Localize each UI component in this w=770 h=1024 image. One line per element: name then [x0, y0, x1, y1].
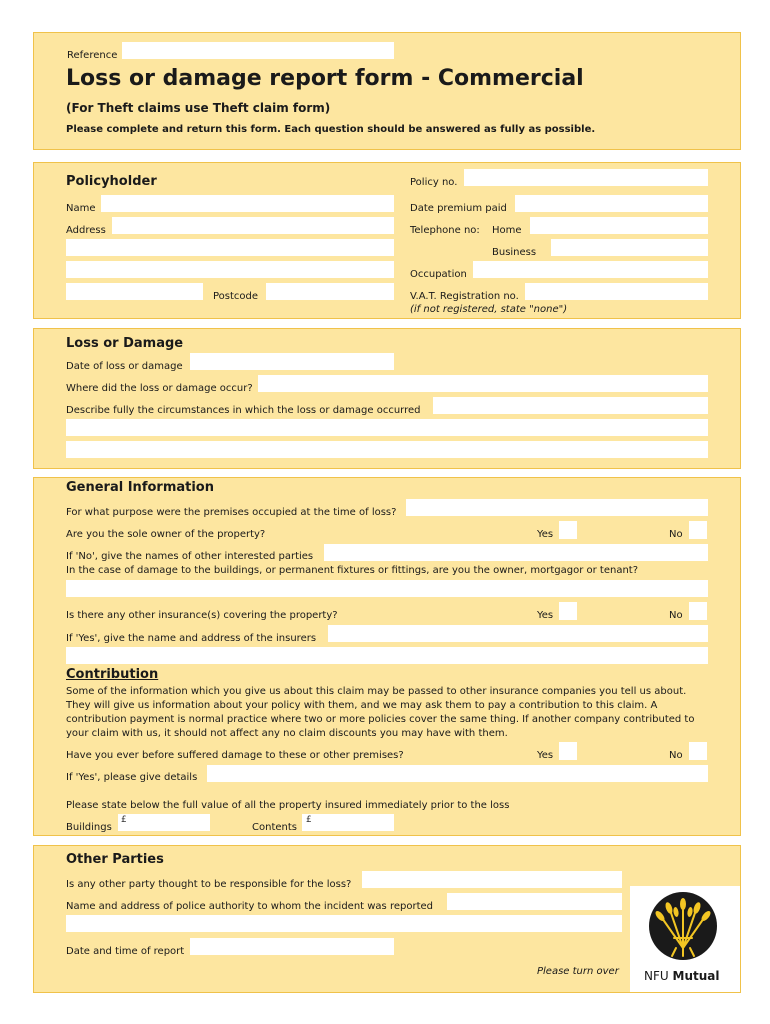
loss-describe-label: Describe fully the circumstances in which the loss or damage occurred: [66, 405, 421, 416]
policy-no-label: Policy no.: [410, 177, 458, 188]
reference-label: Reference: [67, 50, 118, 61]
report-time-label: Date and time of report: [66, 946, 185, 957]
general-heading: General Information: [66, 480, 214, 495]
header-panel: [33, 32, 741, 150]
general-panel: [33, 477, 741, 836]
address-field-2[interactable]: [66, 239, 394, 256]
buildings-label: Buildings: [66, 822, 112, 833]
insurers-field-1[interactable]: [328, 625, 708, 642]
insurers-label: If 'Yes', give the name and address of the insurers: [66, 633, 317, 644]
buildings-field[interactable]: [118, 814, 210, 831]
telephone-label: Telephone no:: [410, 225, 480, 236]
interested-parties-field[interactable]: [324, 544, 708, 561]
contribution-heading: Contribution: [66, 667, 159, 682]
contribution-para-2: They will give us information about your policy with them, and we may ask them to pay a contribution to this claim. A: [66, 700, 658, 711]
previous-damage-yes-checkbox[interactable]: [559, 742, 577, 760]
purpose-field[interactable]: [406, 499, 708, 516]
date-premium-label: Date premium paid: [410, 203, 507, 214]
turn-over-note: Please turn over: [537, 966, 619, 977]
name-field[interactable]: [101, 195, 394, 212]
home-label: Home: [492, 225, 522, 236]
previous-damage-yes-label: Yes: [537, 750, 554, 761]
logo-container: [630, 886, 740, 992]
details-field[interactable]: [207, 765, 708, 782]
name-label: Name: [66, 203, 96, 214]
address-label: Address: [66, 225, 106, 236]
instruction-text: Please complete and return this form. Each question should be answered as fully as possible.: [66, 124, 596, 135]
business-label: Business: [492, 247, 537, 258]
sole-owner-yes-checkbox[interactable]: [559, 521, 577, 539]
home-phone-field[interactable]: [530, 217, 708, 234]
owner-field[interactable]: [66, 580, 708, 597]
previous-damage-no-label: No: [669, 750, 683, 761]
contribution-para-3: contribution payment is normal practice where two or more policies cover the same thing. If another company contributed to: [66, 714, 695, 725]
owner-question: In the case of damage to the buildings, or permanent fixtures or fittings, are you the owner, mortgagor or tenant?: [66, 565, 639, 576]
address-field-1[interactable]: [112, 217, 394, 234]
logo-brand-plain: NFU: [644, 969, 669, 983]
contribution-para-4: your claim with us, it should not affect any no claim discounts you may have with them.: [66, 728, 508, 739]
address-field-3[interactable]: [66, 261, 394, 278]
loss-describe-field-3[interactable]: [66, 441, 708, 458]
postcode-label: Postcode: [213, 291, 259, 302]
sole-owner-no-label: No: [669, 529, 683, 540]
other-insurance-yes-label: Yes: [537, 610, 554, 621]
loss-panel: [33, 328, 741, 469]
loss-date-field[interactable]: [190, 353, 394, 370]
previous-damage-no-checkbox[interactable]: [689, 742, 707, 760]
policyholder-heading: Policyholder: [66, 174, 157, 189]
loss-where-label: Where did the loss or damage occur?: [66, 383, 253, 394]
responsible-label: Is any other party thought to be responsible for the loss?: [66, 879, 352, 890]
contribution-para-1: Some of the information which you give us about this claim may be passed to other insurance companies you tell us about.: [66, 686, 687, 697]
previous-damage-label: Have you ever before suffered damage to these or other premises?: [66, 750, 404, 761]
policyholder-panel: [33, 162, 741, 319]
sole-owner-yes-label: Yes: [537, 529, 554, 540]
logo-wordmark: [644, 969, 719, 983]
vat-label: V.A.T. Registration no.: [410, 291, 519, 302]
sole-owner-no-checkbox[interactable]: [689, 521, 707, 539]
responsible-field[interactable]: [362, 871, 622, 888]
contents-field[interactable]: [302, 814, 394, 831]
loss-describe-field-1[interactable]: [433, 397, 708, 414]
loss-describe-field-2[interactable]: [66, 419, 708, 436]
loss-date-label: Date of loss or damage: [66, 361, 183, 372]
police-field-2[interactable]: [66, 915, 622, 932]
date-premium-field[interactable]: [515, 195, 708, 212]
address-field-4[interactable]: [66, 283, 203, 300]
purpose-label: For what purpose were the premises occupied at the time of loss?: [66, 507, 397, 518]
other-insurance-yes-checkbox[interactable]: [559, 602, 577, 620]
vat-field[interactable]: [525, 283, 708, 300]
police-field-1[interactable]: [447, 893, 622, 910]
sole-owner-label: Are you the sole owner of the property?: [66, 529, 266, 540]
page-subtitle: (For Theft claims use Theft claim form): [66, 101, 331, 115]
postcode-field[interactable]: [266, 283, 394, 300]
policy-no-field[interactable]: [464, 169, 708, 186]
details-label: If 'Yes', please give details: [66, 772, 198, 783]
occupation-label: Occupation: [410, 269, 467, 280]
insurers-field-2[interactable]: [66, 647, 708, 664]
logo-brand-bold: Mutual: [672, 969, 720, 983]
contents-currency: £: [306, 815, 312, 825]
contents-label: Contents: [252, 822, 297, 833]
other-parties-heading: Other Parties: [66, 852, 164, 867]
report-time-field[interactable]: [190, 938, 394, 955]
other-insurance-no-label: No: [669, 610, 683, 621]
reference-field[interactable]: [122, 42, 394, 59]
full-value-label: Please state below the full value of all the property insured immediately prior to the loss: [66, 800, 510, 811]
vat-note: (if not registered, state "none"): [410, 304, 568, 315]
occupation-field[interactable]: [473, 261, 708, 278]
business-phone-field[interactable]: [551, 239, 708, 256]
police-label: Name and address of police authority to whom the incident was reported: [66, 901, 433, 912]
buildings-currency: £: [121, 815, 127, 825]
interested-parties-label: If 'No', give the names of other interested parties: [66, 551, 314, 562]
loss-where-field[interactable]: [258, 375, 708, 392]
other-insurance-label: Is there any other insurance(s) covering the property?: [66, 610, 338, 621]
loss-heading: Loss or Damage: [66, 336, 184, 351]
other-insurance-no-checkbox[interactable]: [689, 602, 707, 620]
page-title: Loss or damage report form - Commercial: [66, 66, 584, 91]
